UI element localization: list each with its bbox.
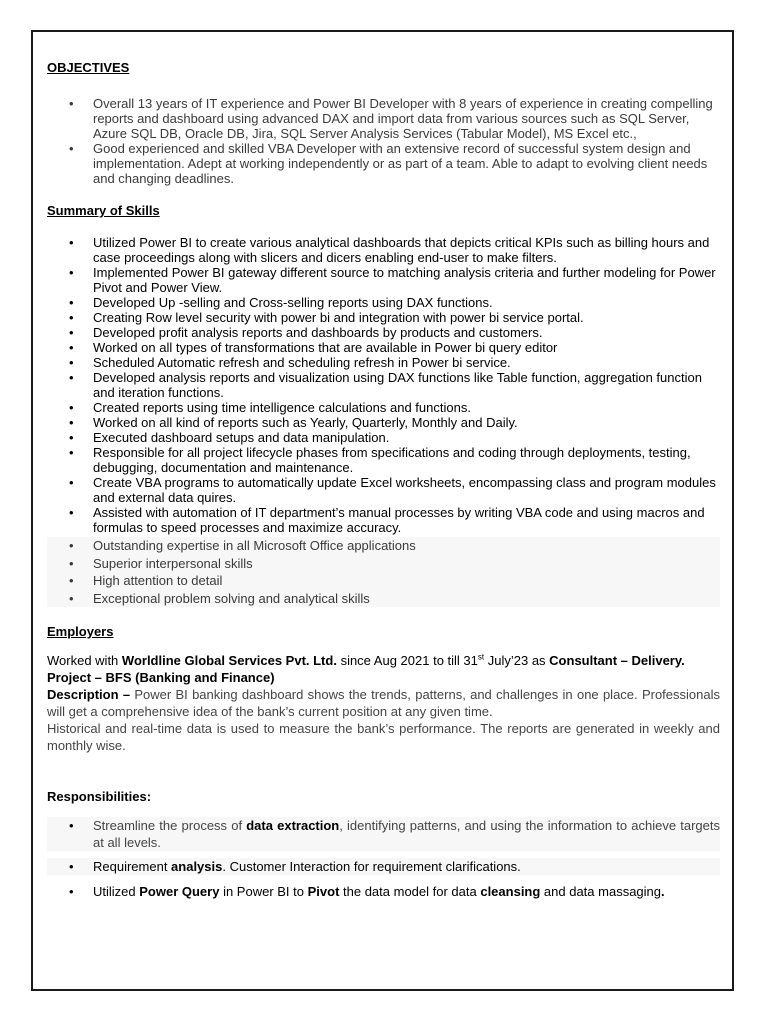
responsibilities-heading: Responsibilities: [47, 789, 152, 804]
objectives-heading: OBJECTIVES [47, 60, 130, 75]
description-text: Power BI banking dashboard shows the trends, patterns, and challenges in one place. Professionals will get a comprehensive idea of the bank’s current position at any given time. [47, 687, 720, 719]
project-description-2: Historical and real-time data is used to measure the bank’s performance. The reports are generated in weekly and monthly wise. [47, 721, 720, 753]
company-name: Worldline Global Services Pvt. Ltd. [121, 653, 337, 668]
list-item: • Worked on all kind of reports such as Yearly, Quarterly, Monthly and Daily. [47, 415, 720, 430]
list-item: • Developed Up -selling and Cross-selling reports using DAX functions. [47, 295, 720, 310]
r3-text-b: Power Query [139, 884, 220, 899]
employers-heading: Employers [47, 624, 114, 639]
list-item: • Utilized Power BI to create various analytical dashboards that depicts critical KPIs such as billing hours and case proceedings along with slicers and dicers enabling end-user to make filters. [47, 235, 720, 265]
r2-text-a: Requirement [93, 859, 172, 874]
list-item [47, 858, 720, 875]
list-item: • Executed dashboard setups and data manipulation. [47, 430, 720, 445]
role-title: Consultant – Delivery. [549, 653, 685, 668]
list-item: • Implemented Power BI gateway different source to matching analysis criteria and further modeling for Power Pivot and Power View. [47, 265, 720, 295]
r3-text-h: . [661, 884, 665, 899]
r1-text-b: data extraction [246, 818, 340, 833]
project-description [47, 686, 720, 720]
list-item: • Responsible for all project lifecycle phases from specifications and coding through deployments, testing, debugging, documentation and maintenance. [47, 445, 720, 475]
list-item: • Superior interpersonal skills [47, 555, 720, 573]
r2-text-c: . Customer Interaction for requirement clarifications. [222, 859, 521, 874]
r1-text-c: , identifying patterns, and using the information to achieve targets at all levels. [93, 818, 720, 850]
date-suffix: st [477, 652, 485, 662]
list-item: • Overall 13 years of IT experience and Power BI Developer with 8 years of experience in creating compelling reports and dashboard using advanced DAX and import data from various sources such as SQL Server, Azure SQL DB, Oracle DB, Jira, SQL Server Analysis Services (Tabular Model), MS Excel etc., [47, 96, 720, 141]
since-text: since Aug 2021 to till 31 [336, 653, 478, 668]
r1-text-a: Streamline the process of [93, 818, 247, 833]
till-text: July’23 as [484, 653, 550, 668]
list-item: • Creating Row level security with power bi and integration with power bi service portal. [47, 310, 720, 325]
skills-list [47, 235, 720, 535]
r3-text-a: Utilized [93, 884, 140, 899]
r3-text-c: in Power BI to [219, 884, 308, 899]
project-title: Project – BFS (Banking and Finance) [47, 670, 275, 685]
r3-text-f: cleansing [480, 884, 541, 899]
worked-with-text: Worked with [47, 653, 122, 668]
list-item: • Exceptional problem solving and analytical skills [47, 590, 720, 608]
r3-text-d: Pivot [307, 884, 340, 899]
r3-text-g: and data massaging [540, 884, 662, 899]
list-item: • Create VBA programs to automatically update Excel worksheets, encompassing class and program modules and external data quires. [47, 475, 720, 505]
employer-line [47, 652, 720, 669]
skills-extra-list [47, 537, 720, 607]
r2-text-b: analysis [171, 859, 223, 874]
list-item: • Worked on all types of transformations that are available in Power bi query editor [47, 340, 720, 355]
list-item: • Developed profit analysis reports and dashboards by products and customers. [47, 325, 720, 340]
description-label: Description – [47, 687, 135, 702]
list-item: • Developed analysis reports and visualization using DAX functions like Table function, aggregation function and iteration functions. [47, 370, 720, 400]
list-item: • Created reports using time intelligence calculations and functions. [47, 400, 720, 415]
list-item [47, 883, 720, 900]
resume-content [47, 60, 720, 900]
list-item: • Good experienced and skilled VBA Developer with an extensive record of successful system design and implementation. Adept at working independently or as part of a team. Able to adapt to evolving client needs and changing deadlines. [47, 141, 720, 186]
list-item [47, 817, 720, 851]
list-item: • Assisted with automation of IT department’s manual processes by writing VBA code and using macros and formulas to speed processes and maximize accuracy. [47, 505, 720, 535]
r3-text-e: the data model for data [339, 884, 481, 899]
list-item: • Outstanding expertise in all Microsoft Office applications [47, 537, 720, 555]
list-item: • High attention to detail [47, 572, 720, 590]
list-item: • Scheduled Automatic refresh and scheduling refresh in Power bi service. [47, 355, 720, 370]
responsibilities-list [47, 817, 720, 900]
skills-heading: Summary of Skills [47, 203, 160, 218]
objectives-list [47, 96, 720, 186]
